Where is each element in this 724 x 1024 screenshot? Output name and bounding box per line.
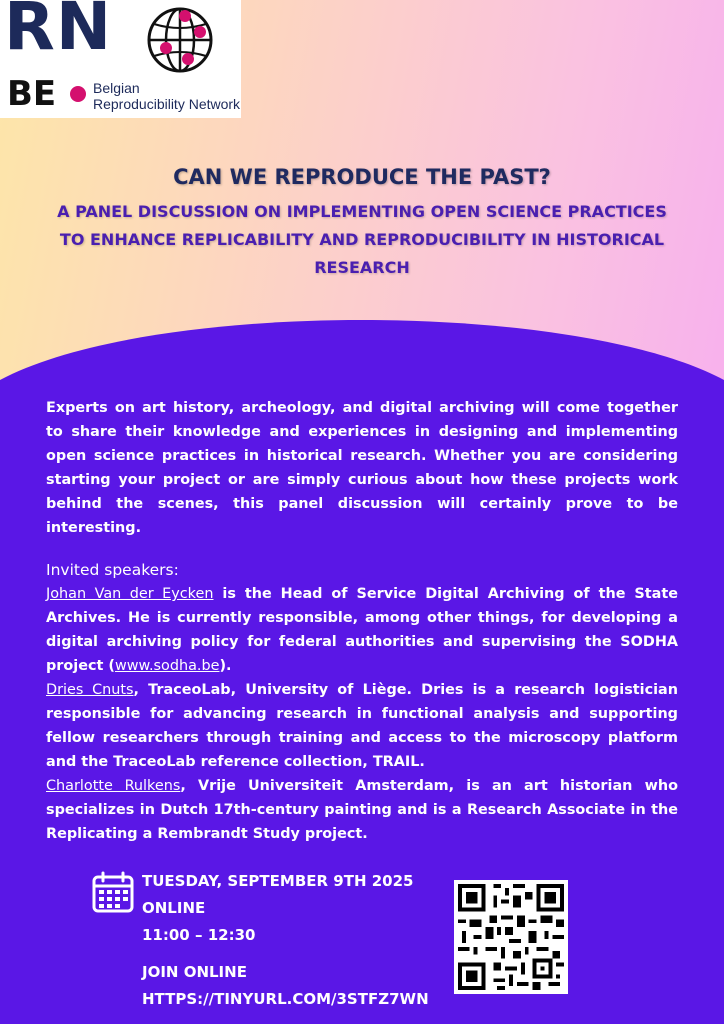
speaker-description-end: ).: [219, 658, 232, 674]
rn-be-logo: [0, 0, 241, 118]
logo-dot: [70, 86, 86, 102]
page-title: CAN WE REPRODUCE THE PAST?: [173, 165, 551, 189]
event-date: TUESDAY, SEPTEMBER 9TH 2025: [142, 872, 414, 890]
speaker-name-link[interactable]: Johan Van der Eycken: [46, 586, 214, 602]
logo-rn-letters: RN: [4, 0, 113, 65]
speaker-description: is the Head of Service Digital Archiving of the State Archives. He is currently responsible, among other things, for developing a digital archiving policy for federal authorities and supervising the SODHA project (: [46, 586, 678, 674]
sodha-link[interactable]: www.sodha.be: [114, 658, 220, 674]
speaker-description: , TraceoLab, University of Liège. Dries is a research logistician responsible for advancing research in functional analysis and supporting fellow researchers through training and access to the microscopy platform and the TraceoLab reference collection, TRAIL.: [46, 682, 678, 770]
intro-paragraph: Experts on art history, archeology, and digital archiving will come together to share their knowledge and experiences in designing and implementing open science practices in historical research. Whether you are considering starting your project or are simply curious about how these projects work behind the scenes, this panel discussion will certainly prove to be interesting.: [46, 400, 678, 536]
page-subtitle: A PANEL DISCUSSION ON IMPLEMENTING OPEN SCIENCE PRACTICES TO ENHANCE REPLICABILITY AND REPRODUCIBILITY IN HISTORICAL RESEARCH: [57, 202, 667, 277]
speaker-description: , Vrije Universiteit Amsterdam, is an art historian who specializes in Dutch 17th-century painting and is a Research Associate in the Replicating a Rembrandt Study project.: [46, 778, 678, 842]
calendar-icon: [92, 871, 134, 913]
speaker-entry: [46, 582, 678, 678]
title-block: [0, 162, 724, 282]
speaker-name-link[interactable]: Charlotte Rulkens: [46, 778, 181, 794]
event-mode: ONLINE: [142, 899, 206, 917]
qr-code[interactable]: [454, 880, 568, 994]
speaker-entry: [46, 678, 678, 774]
event-info: [142, 868, 429, 1013]
speaker-entry: [46, 774, 678, 846]
speaker-name-link[interactable]: Dries Cnuts: [46, 682, 134, 698]
speakers-heading: Invited speakers:: [46, 561, 179, 579]
join-url-link[interactable]: HTTPS://TINYURL.COM/3STFZ7WN: [142, 990, 429, 1008]
logo-network-name: [93, 80, 240, 112]
event-time: 11:00 – 12:30: [142, 926, 256, 944]
network-globe-icon: [144, 4, 216, 76]
main-content: [46, 396, 678, 846]
logo-name-line2: Reproducibility Network: [93, 96, 241, 112]
logo-name-line1: Belgian: [93, 80, 140, 96]
join-label: JOIN ONLINE: [142, 963, 247, 981]
logo-be-letters: BE: [7, 74, 57, 114]
